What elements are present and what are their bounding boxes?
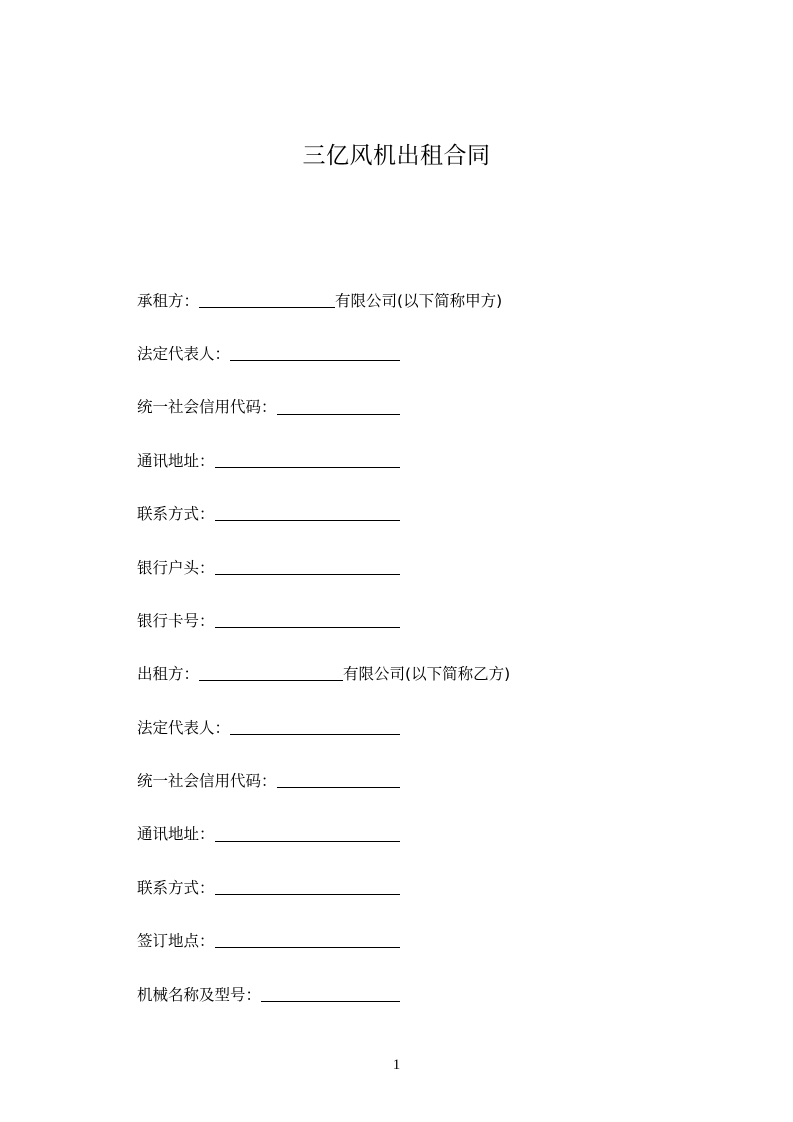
field-signing-place: [137, 914, 400, 967]
field-label: 承租方：: [137, 291, 200, 310]
blank-line: [215, 505, 400, 521]
field-suffix: 有限公司(以下简称乙方): [343, 665, 511, 684]
field-label: 联系方式：: [137, 878, 215, 897]
field-label: 通讯地址：: [137, 451, 215, 470]
field-lessor-legal-representative: [137, 700, 400, 753]
blank-line: [230, 719, 400, 735]
field-label: 机械名称及型号：: [137, 985, 262, 1004]
field-lessee-legal-representative: [137, 326, 400, 379]
blank-line: [277, 772, 400, 788]
field-lessee: [137, 273, 510, 326]
document-title: 三亿风机出租合同: [302, 143, 491, 169]
blank-line: [215, 879, 400, 895]
field-label: 统一社会信用代码：: [137, 772, 277, 791]
field-bank-card-number: [137, 593, 400, 646]
blank-line: [215, 932, 400, 948]
field-suffix: 有限公司(以下简称甲方): [335, 291, 503, 310]
blank-line: [199, 665, 343, 681]
blank-line: [215, 825, 400, 841]
field-label: 银行卡号：: [137, 611, 215, 630]
field-label: 出租方：: [137, 665, 200, 684]
blank-line: [215, 452, 400, 468]
field-lessor: [137, 647, 510, 700]
field-lessor-address: [137, 807, 400, 860]
field-label: 法定代表人：: [137, 718, 231, 737]
field-bank-account-name: [137, 540, 400, 593]
field-label: 联系方式：: [137, 505, 215, 524]
blank-line: [215, 558, 400, 574]
blank-line: [261, 985, 400, 1001]
field-lessee-address: [137, 433, 400, 486]
blank-line: [230, 345, 400, 361]
blank-line: [277, 398, 400, 414]
field-label: 银行户头：: [137, 558, 215, 577]
field-lessor-credit-code: [137, 753, 400, 806]
field-lessor-contact: [137, 860, 400, 913]
field-machine-name-model: [137, 967, 400, 1020]
field-label: 统一社会信用代码：: [137, 398, 277, 417]
blank-line: [199, 292, 335, 308]
field-label: 通讯地址：: [137, 825, 215, 844]
contract-fields: [137, 273, 510, 1020]
blank-line: [215, 612, 400, 628]
field-label: 签订地点：: [137, 932, 215, 951]
field-lessee-credit-code: [137, 380, 400, 433]
field-lessee-contact: [137, 487, 400, 540]
page-number: 1: [392, 1057, 401, 1073]
field-label: 法定代表人：: [137, 345, 231, 364]
